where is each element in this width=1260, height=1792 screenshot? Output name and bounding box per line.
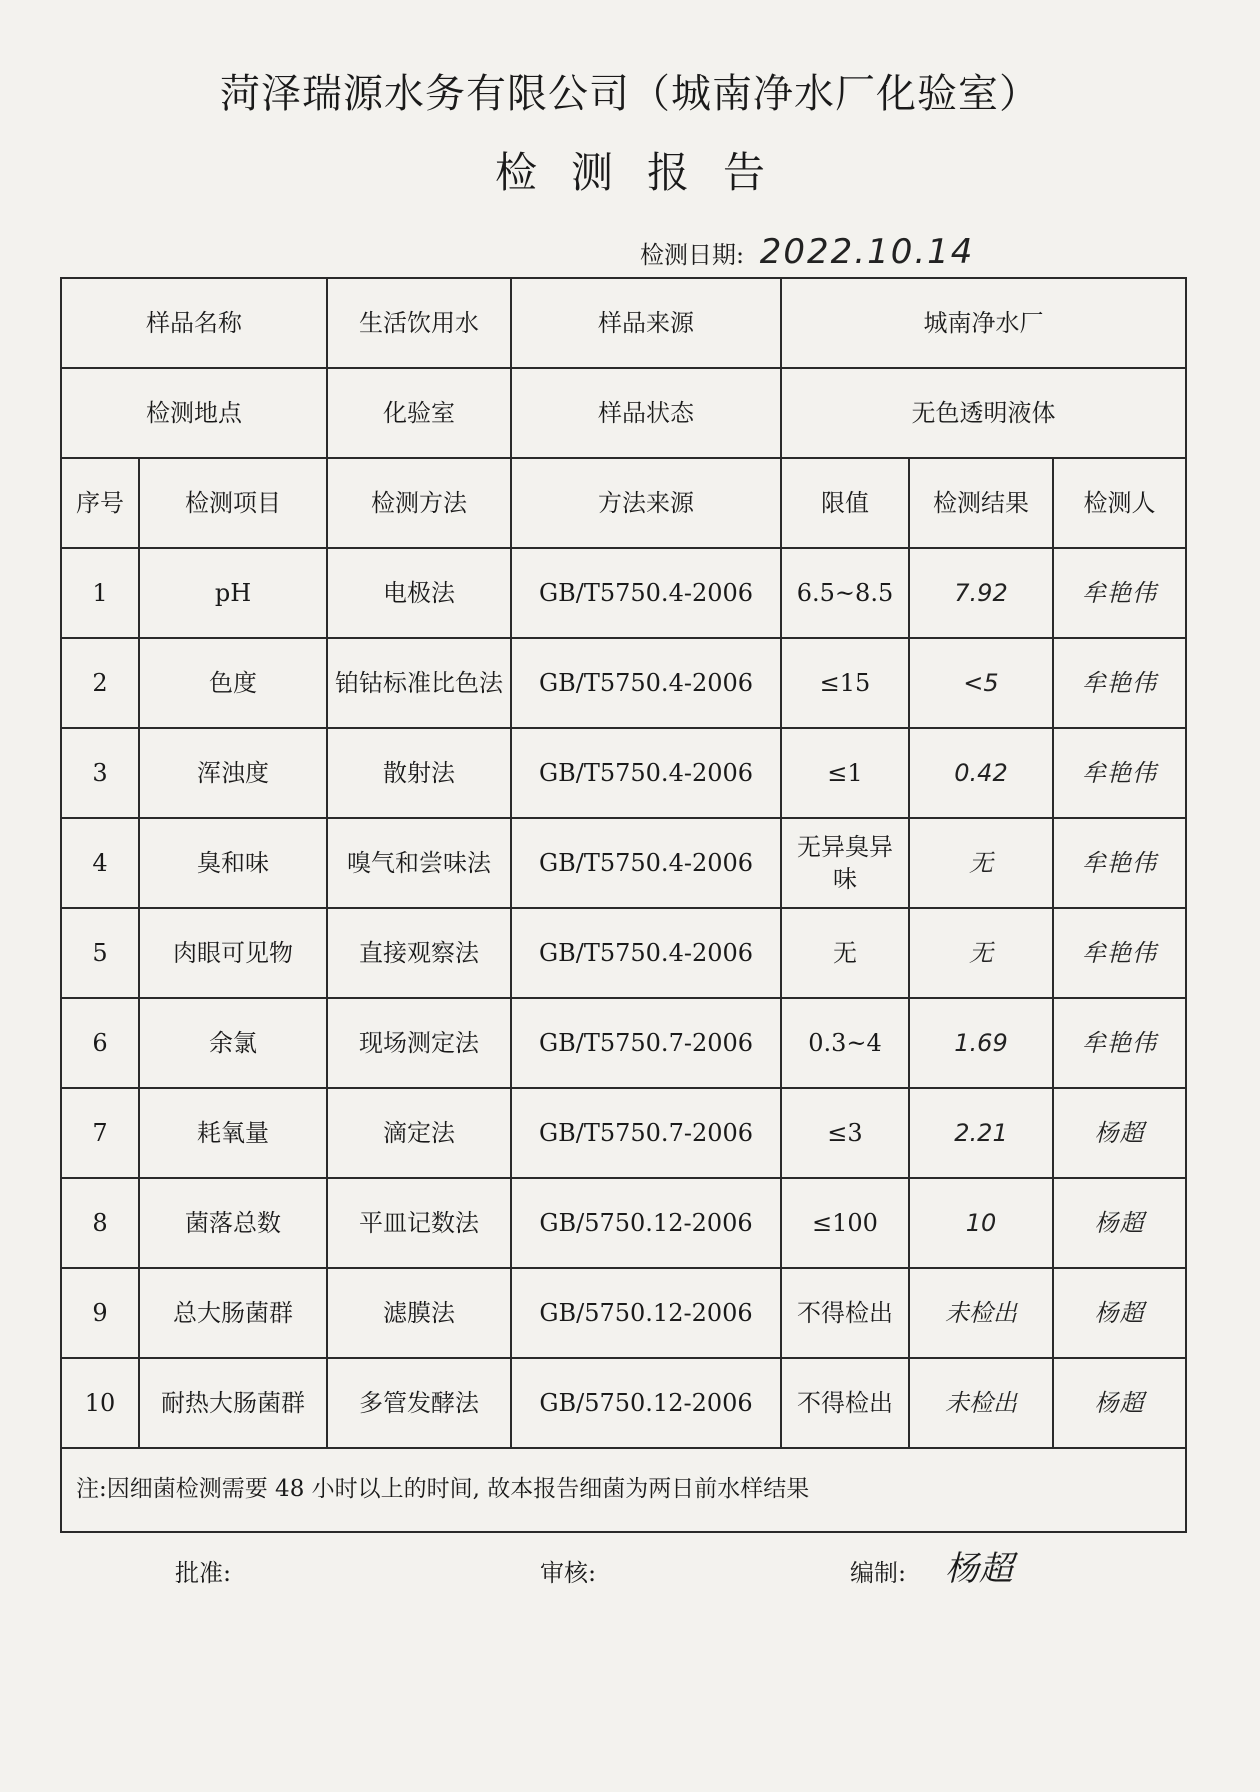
table-row (61, 1178, 1186, 1268)
info-row-1 (61, 278, 1186, 368)
approve-label: 批准: (175, 1559, 232, 1587)
row-source: GB/T5750.4-2006 (511, 908, 781, 998)
row-limit: ≤1 (781, 728, 909, 818)
col-header-no: 序号 (61, 458, 139, 548)
row-result: 无 (909, 908, 1053, 998)
row-item: 浑浊度 (139, 728, 327, 818)
col-header-tester: 检测人 (1053, 458, 1186, 548)
sample-name-label: 样品名称 (61, 278, 327, 368)
row-result: 无 (909, 818, 1053, 908)
row-method: 平皿记数法 (327, 1178, 511, 1268)
row-limit: 0.3~4 (781, 998, 909, 1088)
report-title: 检测报告 (494, 148, 799, 197)
info-row-2 (61, 368, 1186, 458)
test-date-value: 2022.10.14 (759, 232, 975, 272)
edit-signature: 杨超 (945, 1549, 1013, 1589)
row-no: 5 (61, 908, 139, 998)
edit-label: 编制: (850, 1559, 907, 1587)
row-result: 2.21 (909, 1088, 1053, 1178)
row-item: 色度 (139, 638, 327, 728)
col-header-result: 检测结果 (909, 458, 1053, 548)
row-result: <5 (909, 638, 1053, 728)
table-row (61, 1268, 1186, 1358)
row-limit: 无异臭异味 (781, 818, 909, 908)
row-item: 臭和味 (139, 818, 327, 908)
row-item: 耗氧量 (139, 1088, 327, 1178)
row-no: 10 (61, 1358, 139, 1448)
row-limit: 不得检出 (781, 1358, 909, 1448)
row-source: GB/T5750.4-2006 (511, 638, 781, 728)
row-limit: ≤100 (781, 1178, 909, 1268)
test-date-label: 检测日期: (640, 241, 745, 269)
row-limit: 不得检出 (781, 1268, 909, 1358)
row-tester: 牟艳伟 (1053, 728, 1186, 818)
review-label: 审核: (540, 1559, 597, 1587)
row-no: 9 (61, 1268, 139, 1358)
row-method: 滤膜法 (327, 1268, 511, 1358)
sample-source-value: 城南净水厂 (781, 278, 1186, 368)
row-tester: 牟艳伟 (1053, 548, 1186, 638)
row-item: 总大肠菌群 (139, 1268, 327, 1358)
row-method: 电极法 (327, 548, 511, 638)
row-source: GB/T5750.4-2006 (511, 728, 781, 818)
col-header-item: 检测项目 (139, 458, 327, 548)
row-result: 1.69 (909, 998, 1053, 1088)
row-source: GB/T5750.7-2006 (511, 1088, 781, 1178)
row-method: 滴定法 (327, 1088, 511, 1178)
table-row (61, 908, 1186, 998)
row-method: 现场测定法 (327, 998, 511, 1088)
signature-footer (0, 1545, 1260, 1595)
report-table (60, 277, 1187, 1533)
row-method: 铂钴标准比色法 (327, 638, 511, 728)
row-method: 直接观察法 (327, 908, 511, 998)
row-tester: 杨超 (1053, 1268, 1186, 1358)
column-header-row (61, 458, 1186, 548)
test-date-row (640, 232, 974, 272)
table-row (61, 728, 1186, 818)
row-tester: 杨超 (1053, 1088, 1186, 1178)
sample-name-value: 生活饮用水 (327, 278, 511, 368)
sample-state-value: 无色透明液体 (781, 368, 1186, 458)
sample-state-label: 样品状态 (511, 368, 781, 458)
row-result: 未检出 (909, 1358, 1053, 1448)
row-result: 0.42 (909, 728, 1053, 818)
row-tester: 牟艳伟 (1053, 998, 1186, 1088)
col-header-limit: 限值 (781, 458, 909, 548)
row-source: GB/T5750.4-2006 (511, 548, 781, 638)
row-source: GB/T5750.7-2006 (511, 998, 781, 1088)
company-name: 菏泽瑞源水务有限公司（城南净水厂化验室） (220, 71, 1040, 117)
row-limit: 6.5~8.5 (781, 548, 909, 638)
row-result: 10 (909, 1178, 1053, 1268)
row-source: GB/5750.12-2006 (511, 1268, 781, 1358)
row-no: 1 (61, 548, 139, 638)
location-label: 检测地点 (61, 368, 327, 458)
row-no: 2 (61, 638, 139, 728)
location-value: 化验室 (327, 368, 511, 458)
row-tester: 牟艳伟 (1053, 818, 1186, 908)
row-limit: ≤15 (781, 638, 909, 728)
row-item: 菌落总数 (139, 1178, 327, 1268)
row-no: 4 (61, 818, 139, 908)
note-row (61, 1448, 1186, 1532)
table-row (61, 638, 1186, 728)
row-method: 多管发酵法 (327, 1358, 511, 1448)
table-row (61, 998, 1186, 1088)
row-source: GB/T5750.4-2006 (511, 818, 781, 908)
row-item: 余氯 (139, 998, 327, 1088)
row-no: 3 (61, 728, 139, 818)
row-no: 7 (61, 1088, 139, 1178)
col-header-method: 检测方法 (327, 458, 511, 548)
row-result: 未检出 (909, 1268, 1053, 1358)
row-tester: 牟艳伟 (1053, 908, 1186, 998)
row-tester: 杨超 (1053, 1178, 1186, 1268)
table-row (61, 548, 1186, 638)
row-limit: 无 (781, 908, 909, 998)
sample-source-label: 样品来源 (511, 278, 781, 368)
row-result: 7.92 (909, 548, 1053, 638)
row-item: pH (139, 548, 327, 638)
note-text: 注:因细菌检测需要 48 小时以上的时间, 故本报告细菌为两日前水样结果 (61, 1448, 1186, 1532)
row-item: 肉眼可见物 (139, 908, 327, 998)
row-item: 耐热大肠菌群 (139, 1358, 327, 1448)
table-row (61, 1358, 1186, 1448)
row-tester: 杨超 (1053, 1358, 1186, 1448)
row-source: GB/5750.12-2006 (511, 1178, 781, 1268)
row-source: GB/5750.12-2006 (511, 1358, 781, 1448)
row-no: 6 (61, 998, 139, 1088)
col-header-source: 方法来源 (511, 458, 781, 548)
table-row (61, 818, 1186, 908)
row-no: 8 (61, 1178, 139, 1268)
row-method: 散射法 (327, 728, 511, 818)
row-tester: 牟艳伟 (1053, 638, 1186, 728)
row-method: 嗅气和尝味法 (327, 818, 511, 908)
row-limit: ≤3 (781, 1088, 909, 1178)
table-row (61, 1088, 1186, 1178)
